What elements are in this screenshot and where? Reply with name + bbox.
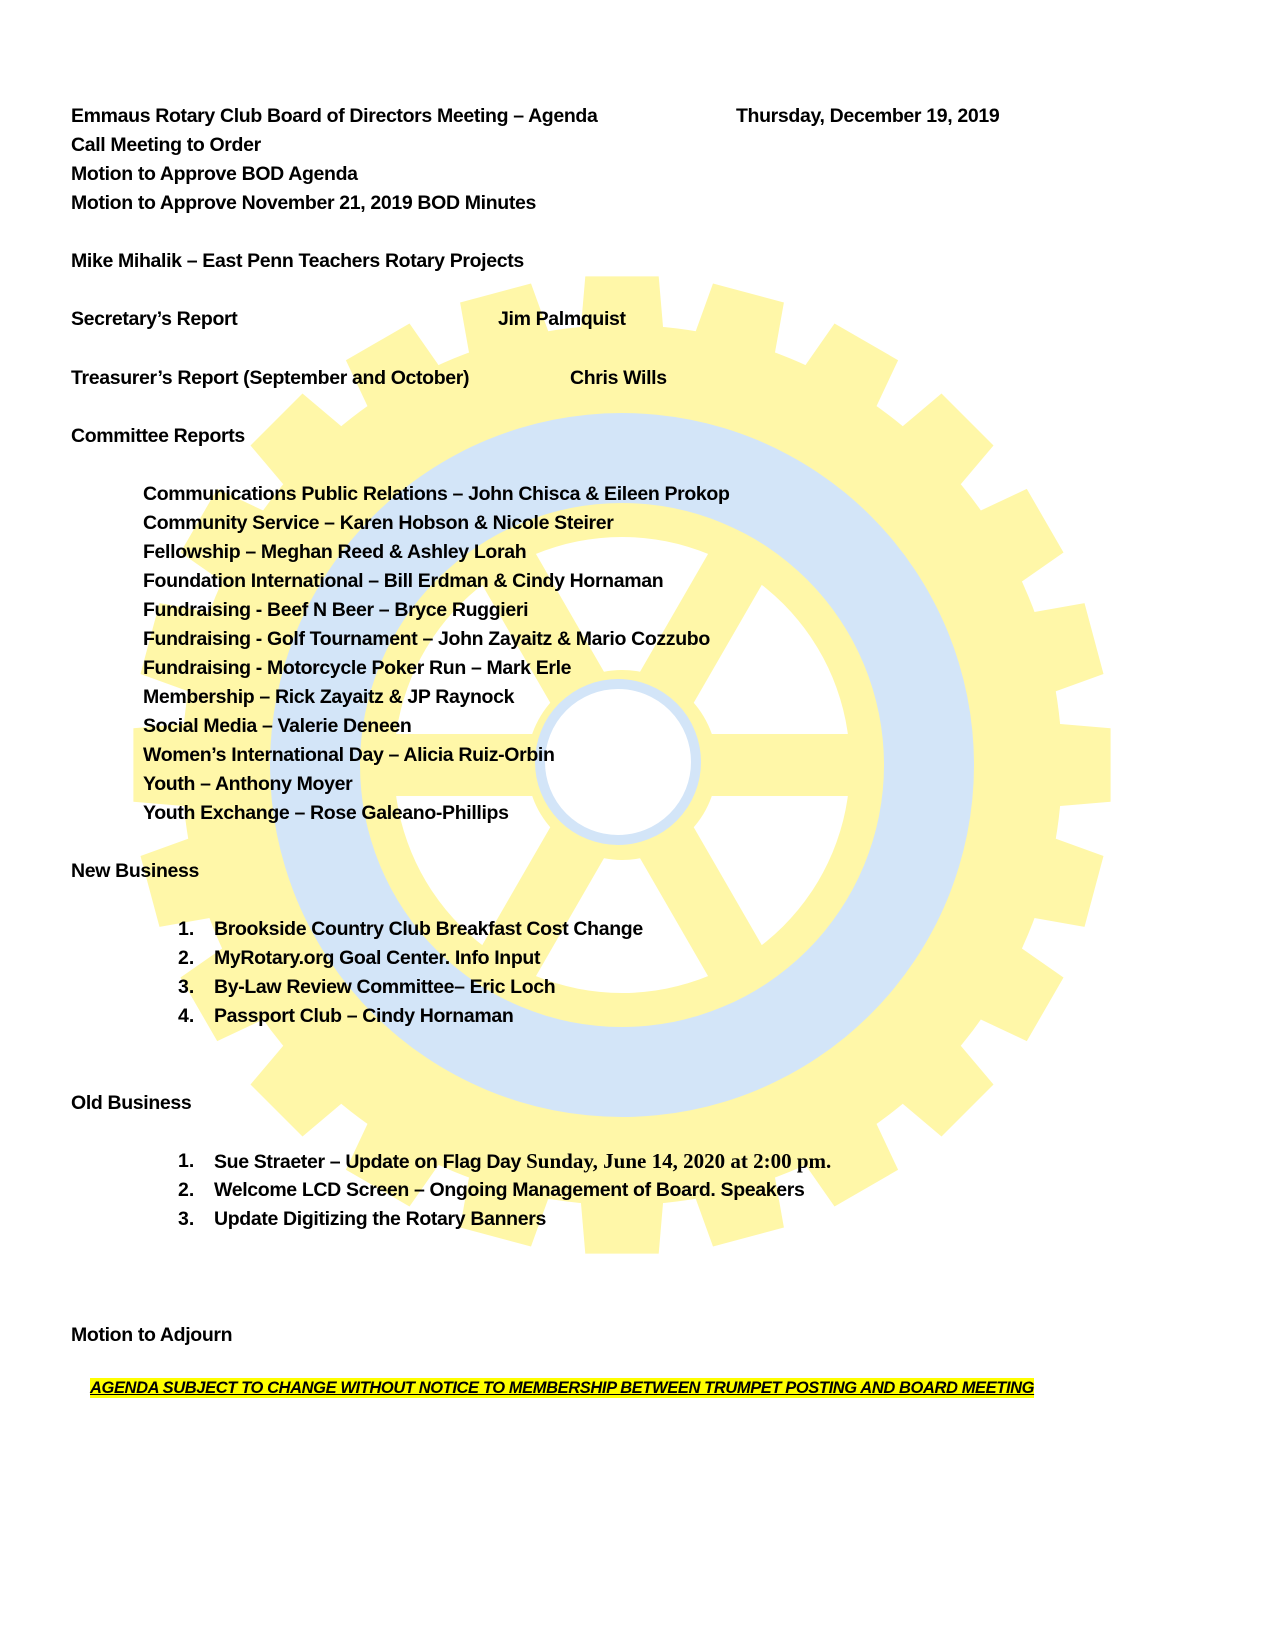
old-business-heading: Old Business [71,1092,192,1114]
committee-reports-heading: Committee Reports [71,425,245,447]
committee-item: Women’s International Day – Alicia Ruiz-Orbin [143,744,555,766]
business-item [214,1004,513,1028]
committee-item: Membership – Rick Zayaitz & JP Raynock [143,686,515,708]
committee-item: Fellowship – Meghan Reed & Ashley Lorah [143,541,527,563]
business-item [214,946,540,970]
business-item [214,1207,546,1231]
business-item-text: By-Law Review Committee– Eric Loch [214,976,556,998]
change-notice: AGENDA SUBJECT TO CHANGE WITHOUT NOTICE TO MEMBERSHIP BETWEEN TRUMPET POSTING AND BOARD MEETING [90,1379,1035,1397]
meeting-date: Thursday, December 19, 2019 [736,105,1000,127]
item-number: 4. [178,1005,195,1027]
business-item-text: Update Digitizing the Rotary Banners [214,1208,546,1230]
business-item [214,1178,805,1202]
committee-item: Community Service – Karen Hobson & Nicole Steirer [143,512,614,534]
committee-item: Communications Public Relations – John Chisca & Eileen Prokop [143,483,730,505]
agenda-item: Motion to Approve November 21, 2019 BOD Minutes [71,192,536,214]
new-business-heading: New Business [71,860,200,882]
agenda-item: Motion to Approve BOD Agenda [71,163,358,185]
agenda-header [71,104,1031,128]
item-number: 3. [178,976,195,998]
secretary-name: Jim Palmquist [498,308,626,330]
business-item-text: MyRotary.org Goal Center. Info Input [214,947,541,969]
committee-item: Fundraising - Beef N Beer – Bryce Ruggieri [143,599,529,621]
committee-item: Youth – Anthony Moyer [143,773,353,795]
secretary-report-label: Secretary’s Report [71,308,238,330]
secretary-report-row [71,307,626,331]
business-item [214,917,643,941]
item-number: 2. [178,1179,195,1201]
business-item-text: Welcome LCD Screen – Ongoing Management of Board. Speakers [214,1179,805,1201]
item-number: 1. [178,1150,195,1172]
business-item-date: Sunday, June 14, 2020 at 2:00 pm. [526,1149,832,1173]
committee-item: Youth Exchange – Rose Galeano-Phillips [143,802,509,824]
presentation-item: Mike Mihalik – East Penn Teachers Rotary Projects [71,250,524,272]
committee-item: Foundation International – Bill Erdman & Cindy Hornaman [143,570,664,592]
treasurer-report-row [71,366,667,390]
committee-item: Fundraising - Motorcycle Poker Run – Mark Erle [143,657,572,679]
agenda-title: Emmaus Rotary Club Board of Directors Meeting – Agenda [71,105,598,127]
agenda-item: Call Meeting to Order [71,134,261,156]
item-number: 2. [178,947,195,969]
item-number: 1. [178,918,195,940]
item-number: 3. [178,1208,195,1230]
business-item [214,1149,831,1174]
business-item [214,975,555,999]
business-item-text: Brookside Country Club Breakfast Cost Change [214,918,643,940]
business-item-text: Sue Straeter – Update on Flag Day [214,1151,527,1173]
business-item-text: Passport Club – Cindy Hornaman [214,1005,514,1027]
treasurer-name: Chris Wills [570,367,667,389]
committee-item: Fundraising - Golf Tournament – John Zayaitz & Mario Cozzubo [143,628,710,650]
hub-ring [540,684,696,840]
motion-to-adjourn: Motion to Adjourn [71,1324,233,1346]
committee-item: Social Media – Valerie Deneen [143,715,412,737]
treasurer-report-label: Treasurer’s Report (September and October) [71,367,470,389]
